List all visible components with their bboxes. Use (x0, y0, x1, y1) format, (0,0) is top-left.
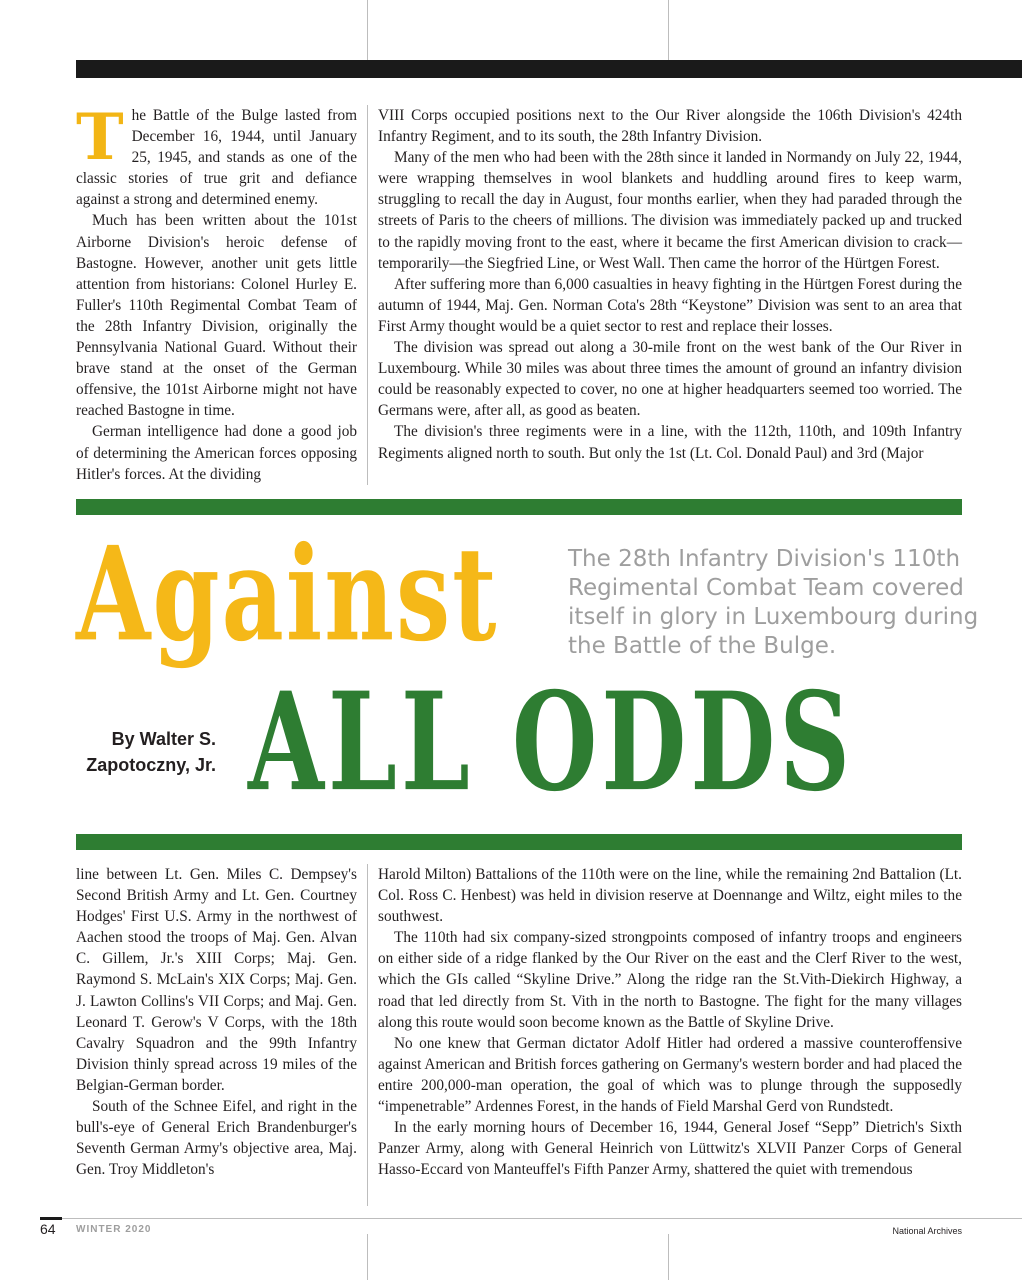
guide-line (668, 0, 669, 60)
byline-line: Zapotoczny, Jr. (86, 755, 216, 775)
column-divider (367, 864, 368, 1206)
folio-tick (40, 1217, 62, 1220)
headline-all-odds: ALL ODDS (248, 663, 855, 823)
paragraph: After suffering more than 6,000 casualties in heavy fighting in the Hürtgen Forest during the autumn of 1944, Maj. Gen. Norman Cota's 28th “Keystone” Division was sent to an area that First Army thought would be a quiet sector to rest and replace their losses. (378, 275, 962, 335)
green-bar-top (76, 499, 962, 515)
paragraph: The division's three regiments were in a line, with the 112th, 110th, and 109th Infantry Regiments aligned north to south. But only the 1st (Lt. Col. Donald Paul) and 3rd (Major (378, 423, 962, 462)
page-number: 64 (40, 1221, 56, 1237)
paragraph: In the early morning hours of December 16, 1944, General Josef “Sepp” Dietrich's Sixth Panzer Army, along with General Heinrich von Lüttwitz's XLVII Panzer Corps of General Hasso-Eccard von Manteuffel's Fifth Panzer Army, shattered the quiet with tremendous (378, 1119, 962, 1179)
paragraph: Harold Milton) Battalions of the 110th were on the line, while the remaining 2nd Battalion (Lt. Col. Ross C. Henbest) was held in division reserve at Doennange and Wiltz, eight miles to the southwest. (378, 866, 962, 926)
paragraph: The division was spread out along a 30-mile front on the west bank of the Our River in Luxembourg. While 30 miles was about three times the amount of ground an infantry division could be reasonably expected to cover, no one at higher headquarters seemed too worried. The Germans were, after all, as good as beaten. (378, 339, 962, 420)
top-left-column (76, 100, 357, 485)
paragraph: line between Lt. Gen. Miles C. Dempsey's Second British Army and Lt. Gen. Courtney Hodges' First U.S. Army in the northwest of Aachen stood the troops of Maj. Gen. Alvan C. Gillem, Jr.'s XIII Corps; Maj. Gen. Raymond S. McLain's XIX Corps; Maj. Gen. J. Lawton Collins's VII Corps; and Maj. Gen. Leonard T. Gerow's V Corps, with the 18th Cavalry Squadron and the 99th Infantry Division thinly spread across 19 miles of the Belgian-German border. (76, 866, 357, 1094)
issue-label: WINTER 2020 (76, 1224, 152, 1235)
paragraph: Many of the men who had been with the 28th since it landed in Normandy on July 22, 1944, were wrapping themselves in wool blankets and huddling around fires to keep warm, struggling to recall the day in August, four months earlier, when they had paraded through the streets of Paris to the cheers of millions. The division was immediately packed up and trucked to the rapidly moving front to the east, where it became the first American division to crack—temporarily—the Siegfried Line, or West Wall. Then came the horror of the Hürtgen Forest. (378, 149, 962, 272)
guide-line (668, 1234, 669, 1280)
top-right-column (378, 105, 962, 464)
byline-line: By Walter S. (111, 729, 216, 749)
paragraph: German intelligence had done a good job of determining the American forces opposing Hitler's forces. At the dividing (76, 423, 357, 483)
byline (86, 726, 216, 778)
paragraph: No one knew that German dictator Adolf Hitler had ordered a massive counteroffensive against American and British forces gathering on Germany's western border and had placed the entire 200,000-man operation, the goal of which was to plunge through the supposedly “impenetrable” Ardennes Forest, in the hands of Field Marshal Gerd von Rundstedt. (378, 1034, 962, 1116)
paragraph: South of the Schnee Eifel, and right in the bull's-eye of General Erich Brandenburger's Seventh German Army's objective area, Maj. Gen. Troy Middleton's (76, 1098, 357, 1179)
paragraph-text: he Battle of the Bulge lasted from December 16, 1944, until January 25, 1945, and stands as one of the classic stories of true grit and defiance against a strong and determined enemy. (76, 107, 357, 209)
headline-against: Against (76, 517, 499, 671)
top-black-bar (76, 60, 1022, 78)
footer-rule (60, 1218, 1022, 1219)
column-divider (367, 105, 368, 485)
paragraph: VIII Corps occupied positions next to the Our River alongside the 106th Division's 424th Infantry Regiment, and to its south, the 28th Infantry Division. (378, 107, 962, 146)
paragraph: The 110th had six company-sized strongpoints composed of infantry troops and engineers on either side of a ridge flanked by the Our River on the east and the Clerf River to the west, which the GIs called “Skyline Drive.” Along the ridge ran the St.Vith-Diekirch Highway, a road that led directly from St. Vith in the north to Bastogne. The fight for the many villages along this route would soon become known as the Battle of Skyline Drive. (378, 929, 962, 1031)
paragraph: Much has been written about the 101st Airborne Division's heroic defense of Bastogne. However, another unit gets little attention from historians: Colonel Hurley E. Fuller's 110th Regimental Combat Team of the 28th Infantry Division, originally the Pennsylvania National Guard. Without their brave stand at the onset of the German offensive, the 101st Airborne might not have reached Bastogne in time. (76, 212, 357, 420)
drop-cap: T (76, 100, 124, 175)
guide-line (367, 0, 368, 60)
green-bar-bottom (76, 834, 962, 850)
deck: The 28th Infantry Division's 110th Regimental Combat Team covered itself in glory in Luxembourg during the Battle of the Bulge. (568, 546, 979, 659)
bottom-left-column (76, 864, 357, 1180)
guide-line (367, 1234, 368, 1280)
bottom-right-column (378, 864, 962, 1180)
paragraph (76, 100, 357, 210)
photo-credit: National Archives (892, 1226, 962, 1236)
